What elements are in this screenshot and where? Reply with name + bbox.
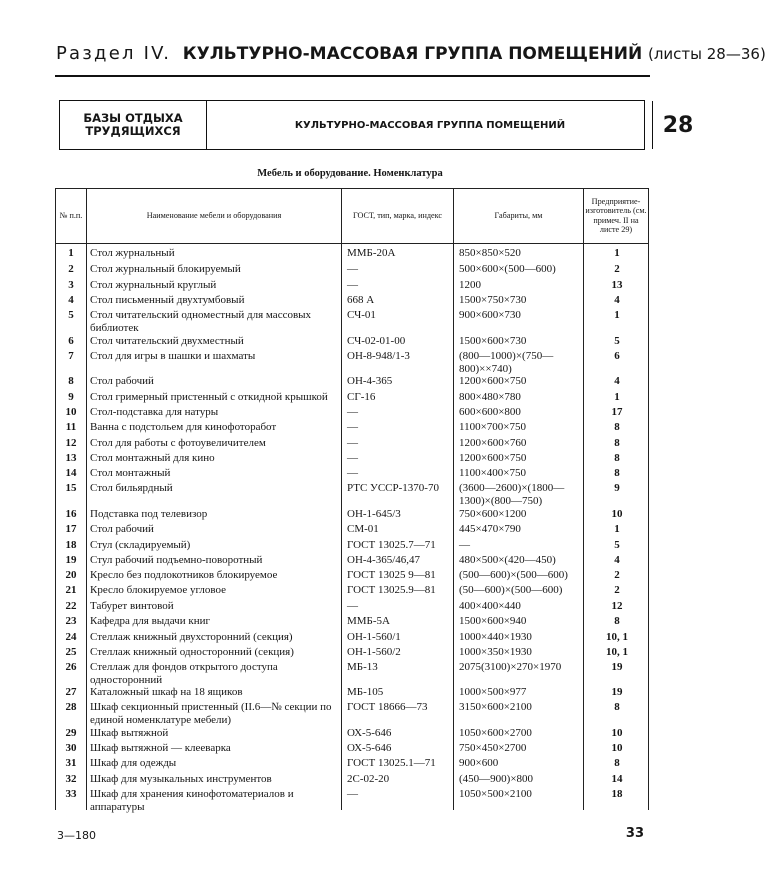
item-manufacturer: 1: [614, 309, 620, 321]
item-manufacturer: 9: [614, 482, 620, 494]
item-name: Стол бильярдный: [90, 482, 173, 494]
item-dimensions: —: [459, 539, 470, 551]
item-manufacturer: 6: [614, 350, 620, 362]
item-gost: СГ-16: [347, 391, 376, 403]
row-number: 24: [65, 631, 77, 643]
item-name: Стол письменный двухтумбовый: [90, 294, 245, 306]
row-number: 22: [65, 600, 77, 612]
page-number: 33: [625, 826, 644, 841]
item-name: Стеллаж для фондов открытого доступа одностoронний: [90, 661, 278, 686]
item-manufacturer: 19: [611, 686, 623, 698]
item-gost: ГОСТ 13025 9—81: [347, 569, 436, 581]
row-number: 31: [65, 757, 77, 769]
row-number: 33: [65, 788, 77, 800]
item-manufacturer: 10, 1: [606, 631, 628, 643]
item-dimensions: (450—900)×800: [459, 773, 534, 785]
row-number: 25: [65, 646, 77, 658]
item-manufacturer: 12: [611, 600, 623, 612]
item-dimensions: 1500×600×730: [459, 335, 527, 347]
item-manufacturer: 8: [614, 467, 620, 479]
row-number: 20: [65, 569, 77, 581]
item-dimensions: 3150×600×2100: [459, 701, 532, 713]
item-name: Стол журнальный круглый: [90, 279, 217, 291]
item-gost: —: [347, 263, 358, 275]
row-number: 1: [68, 247, 74, 259]
column-header-dimensions: Габариты, мм: [494, 210, 543, 220]
row-number: 15: [65, 482, 77, 494]
item-gost: —: [347, 788, 358, 800]
item-name: Шкаф секционный пристенный (II.6—№ секции по единой номенклатуре мебели): [90, 701, 332, 726]
item-gost: —: [347, 279, 358, 291]
sheet-number: 28: [652, 101, 703, 149]
item-gost: МБ-13: [347, 661, 378, 673]
item-gost: —: [347, 437, 358, 449]
item-name: Стул рабочий подъемно-поворотный: [90, 554, 263, 566]
item-name: Шкаф для хранения кинофотоматериалов и аппаратуры: [90, 788, 294, 813]
item-manufacturer: 2: [614, 263, 620, 275]
item-dimensions: 1050×600×2700: [459, 727, 532, 739]
item-dimensions: 850×850×520: [459, 247, 521, 259]
item-dimensions: 1000×350×1930: [459, 646, 532, 658]
item-gost: ОХ-5-646: [347, 727, 392, 739]
item-gost: ГОСТ 13025.1—71: [347, 757, 436, 769]
item-dimensions: 480×500×(420—450): [459, 554, 556, 566]
item-gost: 2С-02-20: [347, 773, 390, 785]
item-name: Стол монтажный для кино: [90, 452, 215, 464]
item-manufacturer: 8: [614, 421, 620, 433]
item-manufacturer: 10: [611, 508, 623, 520]
item-gost: СМ-01: [347, 523, 379, 535]
column-header-gost: ГОСТ, тип, марка, индекс: [352, 210, 443, 220]
row-number: 26: [65, 661, 77, 673]
item-dimensions: 1200: [459, 279, 481, 291]
item-gost: ГОСТ 13025.9—81: [347, 584, 436, 596]
item-dimensions: 1500×600×940: [459, 615, 527, 627]
item-manufacturer: 10: [611, 742, 623, 754]
item-manufacturer: 8: [614, 437, 620, 449]
item-manufacturer: 4: [614, 294, 620, 306]
item-dimensions: 1200×600×760: [459, 437, 527, 449]
item-name: Стол рабочий: [90, 375, 154, 387]
item-name: Шкаф для одежды: [90, 757, 177, 769]
row-number: 14: [65, 467, 77, 479]
item-name: Стул (складируемый): [90, 539, 191, 551]
item-gost: ММБ-5А: [347, 615, 390, 627]
item-dimensions: 1100×400×750: [459, 467, 526, 479]
item-name: Стол-подставка для натуры: [90, 406, 219, 418]
item-gost: СЧ-01: [347, 309, 376, 321]
item-name: Шкаф для музыкальных инструментов: [90, 773, 272, 785]
item-gost: —: [347, 467, 358, 479]
item-manufacturer: 4: [614, 554, 620, 566]
item-dimensions: (3600—2600)×(1800—1300)×(800—750): [459, 482, 565, 507]
row-number: 3: [68, 279, 74, 291]
item-dimensions: 445×470×790: [459, 523, 521, 535]
item-dimensions: 1200×600×750: [459, 375, 527, 387]
item-manufacturer: 2: [614, 569, 620, 581]
item-gost: СЧ-02-01-00: [347, 335, 406, 347]
item-dimensions: 750×600×1200: [459, 508, 527, 520]
item-name: Стол для работы с фотоувеличителем: [90, 437, 266, 449]
item-manufacturer: 5: [614, 335, 620, 347]
item-dimensions: 1100×700×750: [459, 421, 526, 433]
item-gost: 668 А: [347, 294, 375, 306]
item-gost: ОН-4-365: [347, 375, 393, 387]
item-gost: —: [347, 421, 358, 433]
row-number: 4: [68, 294, 74, 306]
item-manufacturer: 13: [611, 279, 623, 291]
item-gost: —: [347, 406, 358, 418]
item-dimensions: (500—600)×(500—600): [459, 569, 568, 581]
row-number: 16: [65, 508, 77, 520]
row-number: 7: [68, 350, 74, 362]
item-manufacturer: 4: [614, 375, 620, 387]
item-gost: —: [347, 452, 358, 464]
section-name: КУЛЬТУРНО-МАССОВАЯ ГРУППА ПОМЕЩЕНИЙ: [182, 44, 643, 64]
item-dimensions: 800×480×780: [459, 391, 521, 403]
row-number: 11: [65, 421, 77, 433]
item-dimensions: 1000×500×977: [459, 686, 527, 698]
item-name: Шкаф вытяжной: [90, 727, 169, 739]
table-caption: Мебель и оборудование. Номенклатура: [257, 168, 443, 179]
item-name: Стол для игры в шашки и шахматы: [90, 350, 256, 362]
item-manufacturer: 8: [614, 757, 620, 769]
item-gost: ОН-1-645/3: [347, 508, 401, 520]
item-dimensions: 1200×600×750: [459, 452, 527, 464]
item-manufacturer: 1: [614, 523, 620, 535]
item-name: Подставка под телевизор: [90, 508, 208, 520]
item-name: Стол журнальный блокируемый: [90, 263, 241, 275]
item-name: Стол монтажный: [90, 467, 171, 479]
item-manufacturer: 8: [614, 615, 620, 627]
item-gost: ГОСТ 13025.7—71: [347, 539, 436, 551]
item-dimensions: (800—1000)×(750—800)××740): [459, 350, 554, 375]
item-gost: ММБ-20А: [347, 247, 396, 259]
title-box-group: КУЛЬТУРНО-МАССОВАЯ ГРУППА ПОМЕЩЕНИЙ: [206, 101, 653, 149]
section-sheets: (листы 28—36): [647, 45, 766, 63]
item-manufacturer: 14: [611, 773, 623, 785]
row-number: 23: [65, 615, 77, 627]
row-number: 30: [65, 742, 77, 754]
item-name: Кафедра для выдачи книг: [90, 615, 210, 627]
row-number: 18: [65, 539, 77, 551]
row-number: 2: [68, 263, 74, 275]
item-name: Стол читательский двухместный: [90, 335, 244, 347]
item-name: Стол рабочий: [90, 523, 154, 535]
item-gost: ОН-1-560/2: [347, 646, 401, 658]
item-dimensions: 750×450×2700: [459, 742, 527, 754]
item-dimensions: 500×600×(500—600): [459, 263, 556, 275]
section-prefix: Раздел IV.: [56, 43, 172, 64]
item-dimensions: 600×600×800: [459, 406, 521, 418]
item-name: Стол журнальный: [90, 247, 175, 259]
item-manufacturer: 8: [614, 452, 620, 464]
item-name: Шкаф вытяжной — клееварка: [90, 742, 231, 754]
item-name: Ванна с подстольем для кинофоторабот: [90, 421, 277, 433]
item-name: Стеллаж книжный односторонний (секция): [90, 646, 294, 658]
item-manufacturer: 19: [611, 661, 623, 673]
item-gost: ГОСТ 18666—73: [347, 701, 428, 713]
item-dimensions: 900×600: [459, 757, 499, 769]
item-name: Кресло блокируемое угловое: [90, 584, 227, 596]
column-header-manufacturer: Предприятие-изготовитель (см. примеч. II на листе 29): [585, 196, 647, 234]
item-manufacturer: 5: [614, 539, 620, 551]
item-manufacturer: 17: [611, 406, 623, 418]
item-dimensions: 900×600×730: [459, 309, 521, 321]
item-manufacturer: 18: [611, 788, 623, 800]
row-number: 12: [65, 437, 77, 449]
item-dimensions: 400×400×440: [459, 600, 521, 612]
column-header-name: Наименование мебели и оборудования: [146, 210, 282, 220]
item-name: Стеллаж книжный двухсторонний (секция): [90, 631, 293, 643]
item-gost: ОН-1-560/1: [347, 631, 401, 643]
row-number: 19: [65, 554, 77, 566]
item-manufacturer: 10, 1: [606, 646, 628, 658]
item-gost: РТС УССР-1370-70: [347, 482, 439, 494]
row-number: 8: [68, 375, 74, 387]
item-gost: ОН-8-948/1-3: [347, 350, 410, 362]
row-number: 17: [65, 523, 77, 535]
item-gost: ОН-4-365/46,47: [347, 554, 421, 566]
item-dimensions: 1000×440×1930: [459, 631, 532, 643]
row-number: 32: [65, 773, 77, 785]
item-manufacturer: 1: [614, 391, 620, 403]
item-name: Кресло без подлокотников блокируемое: [90, 569, 278, 581]
row-number: 9: [68, 391, 74, 403]
item-name: Стол читательский одноместный для массовых библиотек: [90, 309, 312, 334]
item-manufacturer: 1: [614, 247, 620, 259]
item-gost: ОХ-5-646: [347, 742, 392, 754]
row-number: 27: [65, 686, 77, 698]
title-box-category: БАЗЫ ОТДЫХА ТРУДЯЩИХСЯ: [83, 111, 183, 138]
row-number: 5: [68, 309, 74, 321]
row-number: 28: [65, 701, 77, 713]
item-dimensions: 2075(3100)×270×1970: [459, 661, 562, 673]
item-name: Каталожный шкаф на 18 ящиков: [90, 686, 243, 698]
item-gost: —: [347, 600, 358, 612]
item-name: Стол гримерный пристенный с откидной крышкой: [90, 391, 328, 403]
row-number: 13: [65, 452, 77, 464]
column-header-number: № п.п.: [59, 210, 83, 220]
item-manufacturer: 2: [614, 584, 620, 596]
item-dimensions: (50—600)×(500—600): [459, 584, 563, 596]
row-number: 29: [65, 727, 77, 739]
item-dimensions: 1500×750×730: [459, 294, 527, 306]
item-manufacturer: 10: [611, 727, 623, 739]
item-dimensions: 1050×500×2100: [459, 788, 532, 800]
row-number: 21: [65, 584, 77, 596]
row-number: 10: [65, 406, 77, 418]
footer-code: 3—180: [57, 829, 96, 842]
item-gost: МБ-105: [347, 686, 384, 698]
item-manufacturer: 8: [614, 701, 620, 713]
item-name: Табурет винтовой: [90, 600, 174, 612]
row-number: 6: [68, 335, 74, 347]
